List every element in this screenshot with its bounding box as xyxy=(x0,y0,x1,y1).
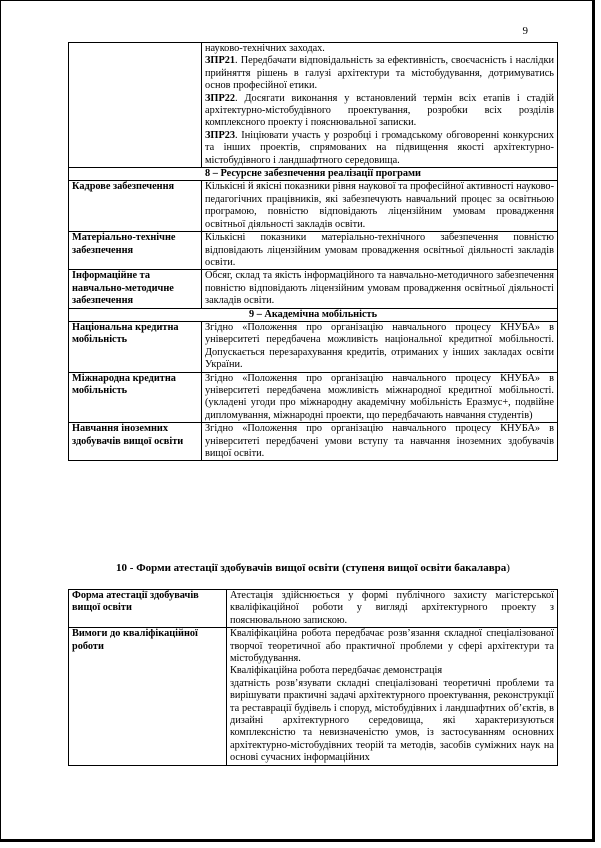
row-label: Форма атестації здобувачів вищої освіти xyxy=(69,590,227,628)
attestation-table xyxy=(68,589,558,766)
table-row xyxy=(69,590,558,628)
row-text: Кваліфікаційна робота передбачає розв’язання складної спеціалізованої творчої теоретичної або практичної проблеми у сфері архітектури та містобудування. Кваліфікаційна робота передбачає демонстрація здатність розв’язувати складні спеціалізовані теоретичні проблеми та вирішувати практичні задачі архітектурного проектування, реконструкції та реставрації будівель і споруд, містобудівних і ландшафтних об’єктів, в дизайні архітектурного середовища, які характеризуються комплексністю та невизначеністю умов, із застосуванням основних архітектурно-містобудівних теорій та методів, засобів суміжних наук на основі сучасних інформаційних xyxy=(227,628,558,765)
competence-zpr21: ЗПР21. Передбачати відповідальність за ефективність, своєчасність і наслідки прийняття рішень в галузі архітектури та містобудування, дотримуватись основ професійної етики. xyxy=(205,55,554,92)
row-text: Згідно «Положення про організацію навчального процесу КНУБА» в університеті передбачена можливість національної кредитної мобільності. Допускається перезарахування кредитів, отриманих у інших закладах освіти України. xyxy=(202,321,558,372)
row-label: Вимоги до кваліфікаційної роботи xyxy=(69,628,227,765)
table-row xyxy=(69,270,558,308)
row-text: Атестація здійснюється у формі публічного захисту магістерської кваліфікаційної роботи у вигляді архітектурного проекту з пояснювальною запискою. xyxy=(227,590,558,628)
page-number: 9 xyxy=(522,25,528,37)
table-row xyxy=(69,321,558,372)
table-row xyxy=(69,43,558,168)
section8-title: 8 – Ресурсне забезпечення реалізації програми xyxy=(69,168,558,181)
row-text: Кількісні й якісні показники рівня наукової та професійної активності науково-педагогічних працівників, які забезпечують навчальний процес за освітньою програмою, повністю відповідають ліцензійним умовам провадження освітньої діяльності закладів освіти. xyxy=(202,181,558,232)
section9-title: 9 – Академічна мобільність xyxy=(69,308,558,321)
table-row xyxy=(69,423,558,461)
section10-heading: 10 - Форми атестації здобувачів вищої освіти (ступеня вищої освіти бакалавра) xyxy=(116,562,510,574)
table-row xyxy=(69,372,558,423)
row-label: Навчання іноземних здобувачів вищої освіти xyxy=(69,423,202,461)
competence-zpr22: ЗПР22. Досягати виконання у встановлений термін всіх етапів і стадій архітектурно-містобудівного проектування, розробки всіх розділів комплексного проекту і пояснювальної записки. xyxy=(205,92,554,129)
row-text: Згідно «Положення про організацію навчального процесу КНУБА» в університеті передбачена можливість міжнародної кредитної мобільності. (укладені угоди про міжнародну академічну мобільність Еразмус+, подвійне дипломування, міжнародні проекти, що передбачають навчання студентів) xyxy=(202,372,558,423)
section-header-row xyxy=(69,168,558,181)
table-row xyxy=(69,628,558,765)
table-row xyxy=(69,232,558,270)
row-label: Міжнародна кредитна мобільність xyxy=(69,372,202,423)
row-label: Матеріально-технічне забезпечення xyxy=(69,232,202,270)
section-header-row xyxy=(69,308,558,321)
continuation-text: науково-технічних заходах. xyxy=(205,43,325,54)
row-text: Кількісні показники матеріально-технічного забезпечення повністю відповідають ліцензійним умовам провадження освітньої діяльності закладів освіти. xyxy=(202,232,558,270)
row-text: Згідно «Положення про організацію навчального процесу КНУБА» в університеті передбачені умови вступу та навчання іноземних здобувачів вищої освіти. xyxy=(202,423,558,461)
row-label: Кадрове забезпечення xyxy=(69,181,202,232)
program-table xyxy=(68,42,558,461)
row-label: Інформаційне та навчально-методичне забезпечення xyxy=(69,270,202,308)
competences-cell xyxy=(202,43,558,168)
row-label: Національна кредитна мобільність xyxy=(69,321,202,372)
competence-zpr23: ЗПР23. Ініціювати участь у розробці і громадському обговоренні конкурсних та інших проектів, спрямованих на підвищення якості архітектурно-містобудівного і ландшафтного середовища. xyxy=(205,129,554,166)
table-row xyxy=(69,181,558,232)
row-text: Обсяг, склад та якість інформаційного та навчально-методичного забезпечення повністю відповідають ліцензійним умовам провадження освітньої діяльності закладів освіти. xyxy=(202,270,558,308)
empty-label-cell xyxy=(69,43,202,168)
